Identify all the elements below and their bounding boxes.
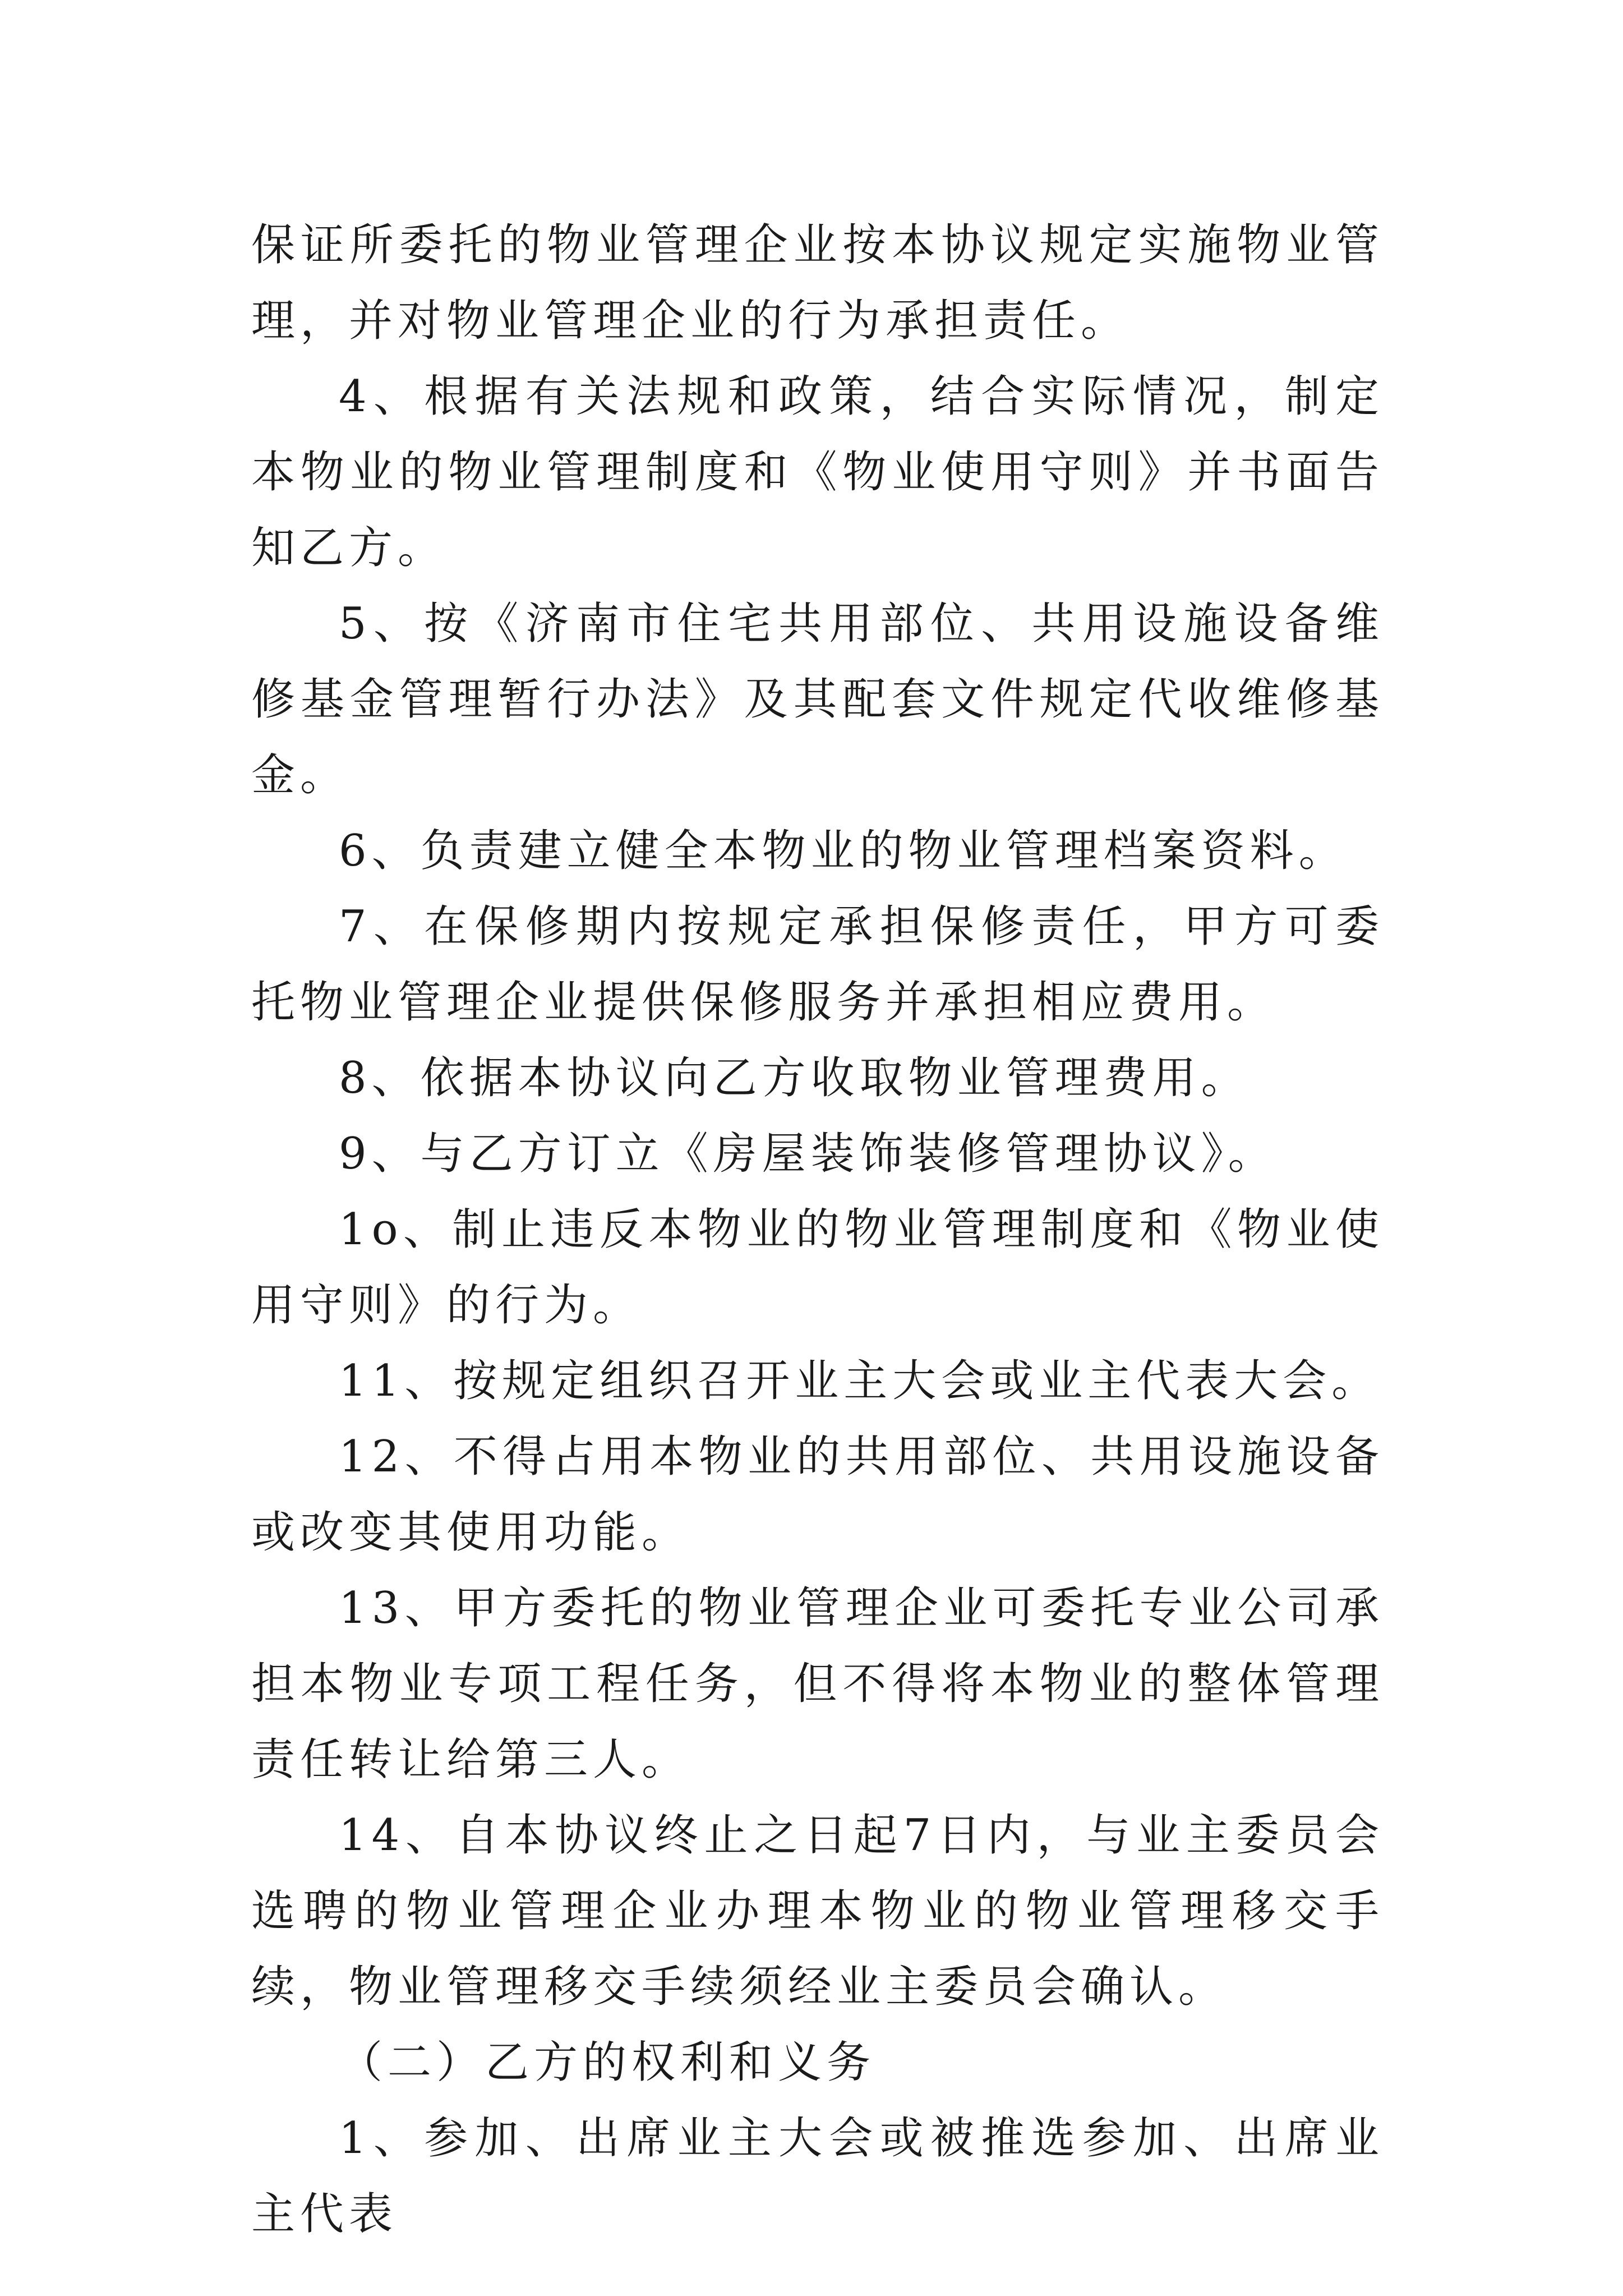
paragraph-item-9: 9、与乙方订立《房屋装饰装修管理协议》。 [339,1129,1277,1179]
paragraph-item-5: 5、按《济南市住宅共用部位、共用设施设备维修基金管理暂行办法》及其配套文件规定代收维修基金。 [251,599,1384,800]
paragraph-item-8: 8、依据本协议向乙方收取物业管理费用。 [339,1053,1250,1103]
paragraph-item-14: 14、自本协议终止之日起7日内，与业主委员会选聘的物业管理企业办理本物业的物业管理移交手续，物业管理移交手续须经业主委员会确认。 [251,1810,1384,2012]
paragraph-b-item-1: 1、参加、出席业主大会或被推选参加、出席业主代表 [251,2113,1384,2239]
paragraph-item-12: 12、不得占用本物业的共用部位、共用设施设备或改变其使用功能。 [251,1432,1384,1558]
paragraph-item-10: 1o、制止违反本物业的物业管理制度和《物业使用守则》的行为。 [251,1204,1384,1331]
paragraph-continuation: 保证所委托的物业管理企业按本协议规定实施物业管理，并对物业管理企业的行为承担责任。 [251,220,1384,346]
paragraph-item-4: 4、根据有关法规和政策，结合实际情况，制定本物业的物业管理制度和《物业使用守则》并书面告知乙方。 [251,371,1384,573]
paragraph-item-11: 11、按规定组织召开业主大会或业主代表大会。 [339,1356,1381,1406]
paragraph-item-6: 6、负责建立健全本物业的物业管理档案资料。 [339,826,1348,876]
section-heading: （二）乙方的权利和义务 [339,2037,876,2088]
paragraph-item-7: 7、在保修期内按规定承担保修责任，甲方可委托物业管理企业提供保修服务并承担相应费用。 [251,901,1384,1028]
document-body [251,208,1384,2252]
paragraph-item-13: 13、甲方委托的物业管理企业可委托专业公司承担本物业专项工程任务，但不得将本物业的整体管理责任转让给第三人。 [251,1583,1384,1785]
